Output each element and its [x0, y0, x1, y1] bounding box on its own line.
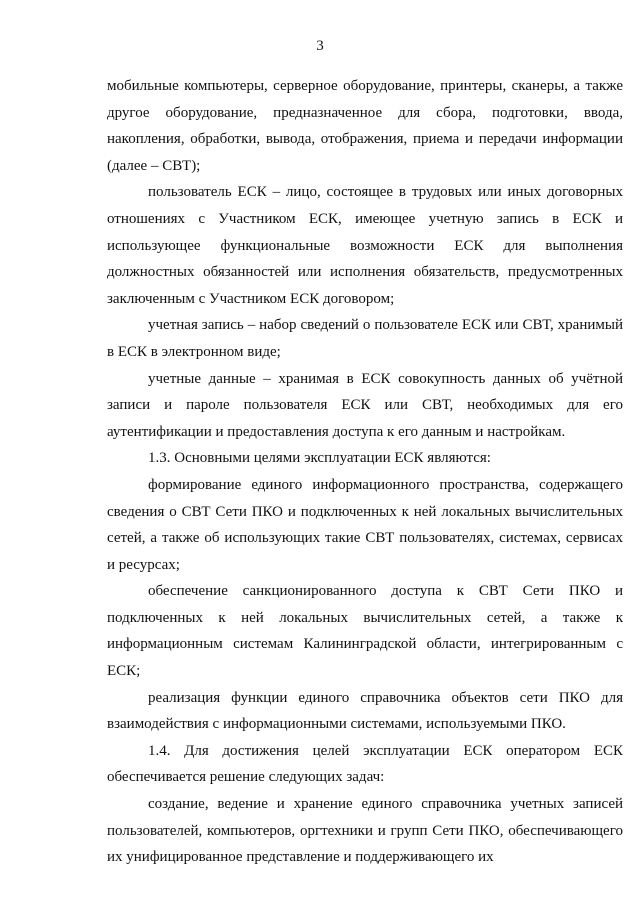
- section-1-3-heading: 1.3. Основными целями эксплуатации ЕСК являются:: [148, 450, 491, 467]
- page-number: 3: [316, 38, 324, 54]
- section-1-4-heading: 1.4. Для достижения целей эксплуатации ЕСК оператором ЕСК обеспечивается решение следующих задач:: [107, 742, 623, 786]
- document-body: [107, 73, 623, 871]
- paragraph-user-definition: пользователь ЕСК – лицо, состоящее в трудовых или иных договорных отношениях с Участником ЕСК, имеющее учетную запись в ЕСК и использующее функциональные возможности ЕСК для выполнения должностных обязанностей или исполнения обязательств, предусмотренных заключенным с Участником ЕСК договором;: [107, 184, 623, 307]
- paragraph-account-definition: учетная запись – набор сведений о пользователе ЕСК или СВТ, хранимый в ЕСК в электронном виде;: [107, 317, 623, 360]
- paragraph-goal-information-space: формирование единого информационного пространства, содержащего сведения о СВТ Сети ПКО и подключенных к ней локальных вычислительных сетей, а также об использующих такие СВТ пользователях, системах, сервисах и ресурсах;: [107, 476, 623, 573]
- paragraph-credentials-definition: учетные данные – хранимая в ЕСК совокупность данных об учётной записи и пароле пользователя ЕСК или СВТ, необходимых для его аутентификации и предоставления доступа к его данным и настройкам.: [107, 370, 623, 440]
- paragraph-svt-definition-continued: мобильные компьютеры, серверное оборудование, принтеры, сканеры, а также другое оборудование, предназначенное для сбора, подготовки, ввода, накопления, обработки, вывода, отображения, приема и передачи информации (далее – СВТ);: [107, 78, 623, 174]
- paragraph-goal-authorized-access: обеспечение санкционированного доступа к СВТ Сети ПКО и подключенных к ней локальных вычислительных сетей, а также к информационным системам Калининградской области, интегрированным с ЕСК;: [107, 583, 623, 680]
- paragraph-task-directory: создание, ведение и хранение единого справочника учетных записей пользователей, компьютеров, оргтехники и групп Сети ПКО, обеспечивающего их унифицированное представление и поддерживающего их: [107, 796, 623, 866]
- paragraph-goal-directory-function: реализация функции единого справочника объектов сети ПКО для взаимодействия с информационными системами, используемыми ПКО.: [107, 689, 623, 733]
